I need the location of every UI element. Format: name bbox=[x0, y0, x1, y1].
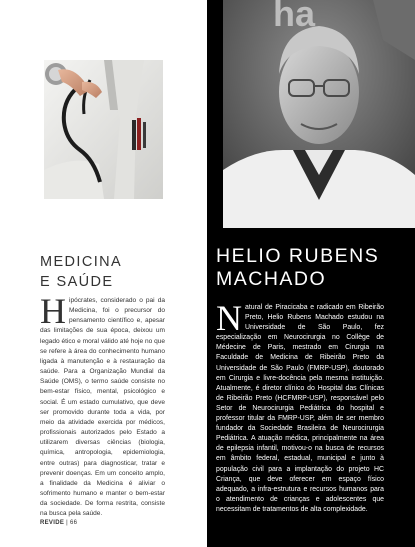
drop-cap: N bbox=[216, 298, 242, 338]
drop-cap: H bbox=[40, 291, 66, 331]
magazine-name: REVIDE bbox=[40, 520, 65, 526]
biography-text bbox=[216, 298, 384, 515]
page-number: 66 bbox=[69, 520, 78, 526]
biography-body: atural de Piracicaba e radicado em Ribeirão Preto, Helio Rubens Machado estudou na Universidade de São Paulo, fez especialização em Neurocirurgia no Collège de Médecine de Paris, mestrado em Cirurgia na Faculdade de Medicina de Ribeirão Preto da Universidade de São Paulo (FMRP-USP), doutorado em Cirurgia e livre-docência pela mesma instituição. Atualmente, é diretor clínico do Hospital das Clínicas de Ribeirão Preto (HCFMRP-USP), responsável pelo Setor de Neurocirurgia Pediátrica do hospital e professor titular da FMRP-USP, além de ser membro fundador da Sociedade Brasileira de Neurocirurgia Pediátrica. A atuação médica, principalmente na área de epilepsia infantil, motivou-o na busca de recursos em âmbito federal, estadual, municipal e junto à população civil para a implantação do projeto HC Criança, que deve oferecer em espaço físico adequado, a infra-estrutura e recursos humanos para o atendimento de crianças e adolescentes que necessitam de tratamentos de alta complexidade. bbox=[216, 304, 384, 513]
page-footer bbox=[40, 520, 77, 526]
profile-name-title bbox=[216, 245, 411, 291]
article-body: ipócrates, considerado o pai da Medicina, foi o precursor do pensamento científico e, apesar das limitações de sua época, deixou um legado ético e moral válido até hoje no que se refere à área do conhecimento humano ligada à manutenção e à restauração da saúde. Para a Organização Mundial da Saúde (OMS), o termo saúde consiste no bem-estar físico, mental, psicológico e social. É um estado cumulativo, que deve ser promovido durante toda a vida, por meio da atividade exercida por médicos, profissionais autorizados pelo Estado a utilizarem diversas ciências (biologia, química, antropologia, epidemiologia, entre outras) para diagnosticar, tratar e prevenir doenças. Em um conceito amplo, a finalidade da Medicina é aliviar o sofrimento humano e manter o bem-estar da sociedade. De forma restrita, consiste na busca pela saúde. bbox=[40, 297, 165, 518]
section-title bbox=[40, 252, 190, 292]
name-line-1: HELIO RUBENS bbox=[216, 245, 380, 267]
doctor-stethoscope-photo bbox=[44, 60, 163, 199]
title-line-1: MEDICINA bbox=[40, 254, 123, 270]
svg-text:ha: ha bbox=[273, 0, 316, 34]
footer-separator: | bbox=[64, 520, 70, 526]
portrait-photo bbox=[223, 0, 415, 228]
medicine-article-text bbox=[40, 291, 165, 519]
name-line-2: MACHADO bbox=[216, 268, 327, 290]
right-column bbox=[207, 0, 415, 547]
left-column bbox=[0, 0, 207, 547]
title-line-2: E SAÚDE bbox=[40, 274, 114, 290]
